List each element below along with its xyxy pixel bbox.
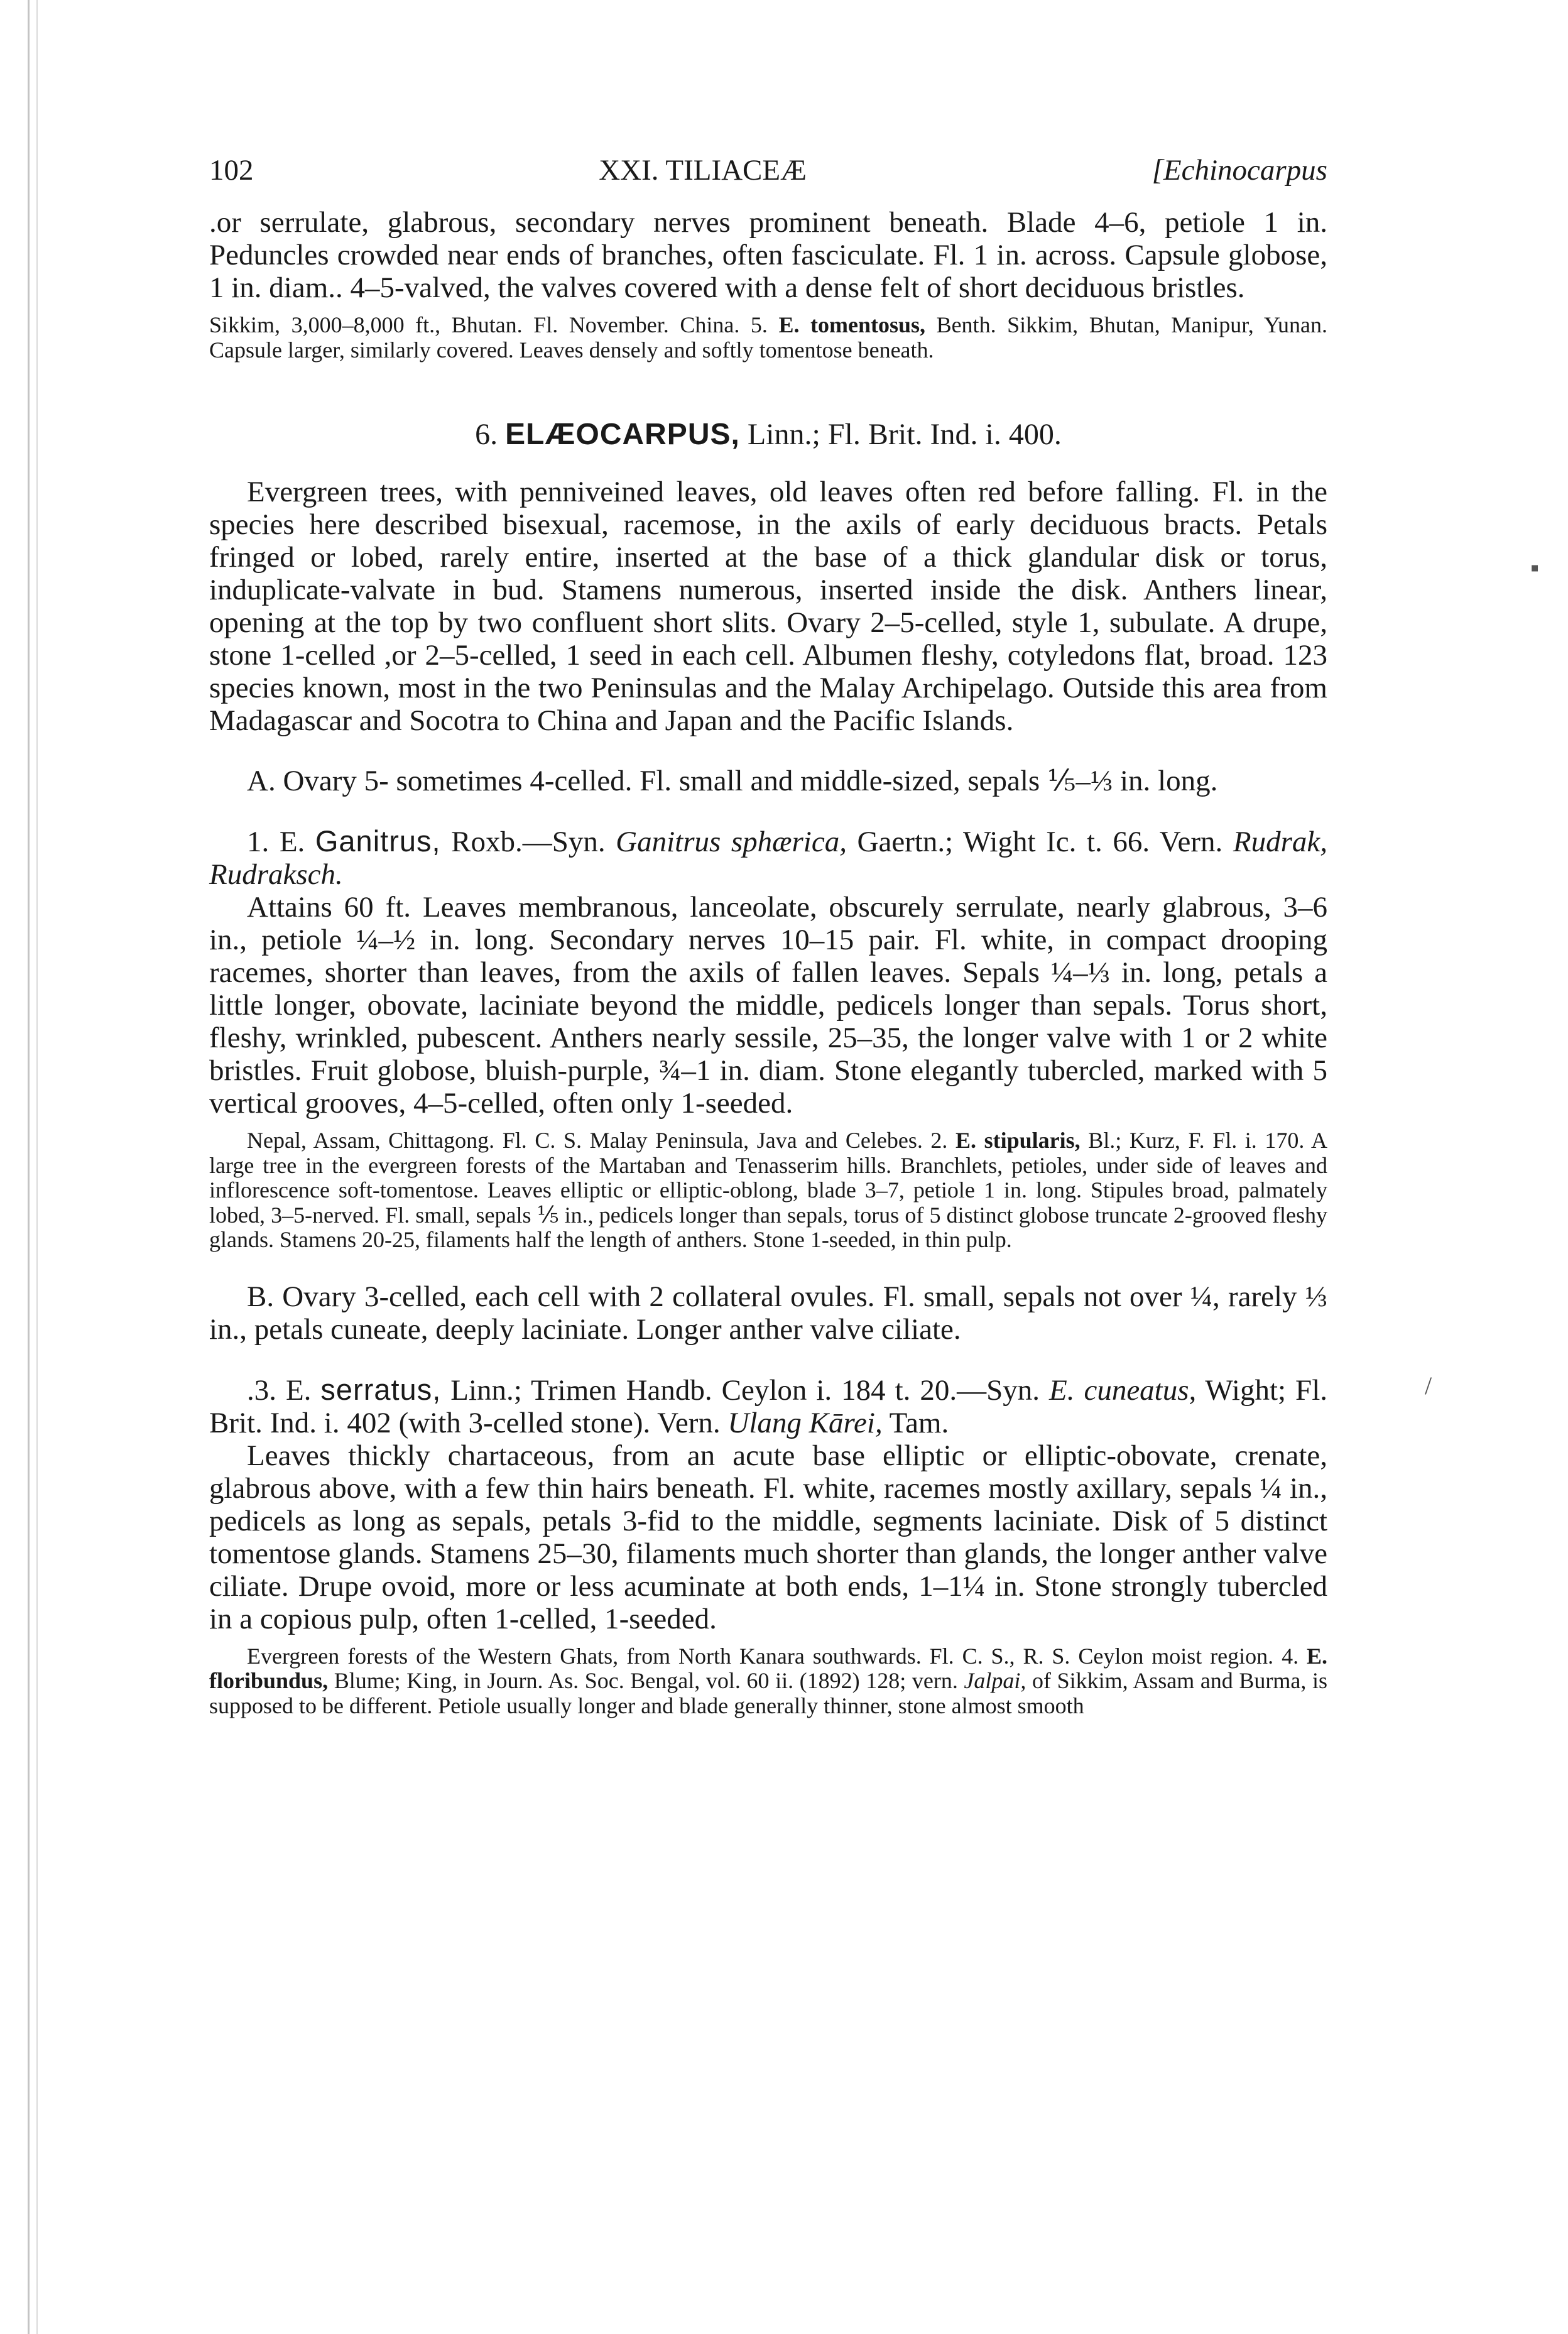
vernacular-names: Ulang Kārei,: [727, 1406, 883, 1439]
key-section-a: A. Ovary 5- sometimes 4-celled. Fl. small and middle-sized, sepals ⅕–⅓ in. long.: [247, 765, 1218, 797]
species-1-note: [209, 1128, 1327, 1253]
scan-binding-line: [28, 0, 30, 2334]
genus-name: ELÆOCARPUS,: [505, 418, 740, 451]
synonymy: Wight; Fl. Brit. Ind. i. 402 (with 3-celled stone). Vern.: [209, 1373, 1327, 1439]
species-number: .3. E.: [247, 1373, 312, 1407]
synonym-name: E. cuneatus,: [1049, 1373, 1197, 1407]
page-number: 102: [209, 154, 254, 187]
synonym-name: Ganitrus sphærica,: [616, 826, 847, 858]
genus-heading: [209, 417, 1327, 453]
synonymy: Roxb.—Syn.: [440, 826, 616, 858]
scan-binding-line-inner: [36, 0, 38, 2334]
margin-mark-upper: ▪: [1530, 554, 1540, 582]
species-3-note: [209, 1644, 1327, 1719]
vernacular-name: Jalpai,: [964, 1668, 1026, 1693]
vernacular-language: Tam.: [882, 1406, 949, 1439]
species-name-tomentosus: E. tomentosus,: [778, 312, 926, 337]
synonymy: Linn.; Trimen Handb. Ceylon i. 184 t. 20.—Syn.: [441, 1373, 1050, 1407]
note-text: Blume; King, in Journ. As. Soc. Bengal, vol. 60 ii. (1892) 128; vern.: [328, 1668, 964, 1693]
note-text: Nepal, Assam, Chittagong. Fl. C. S. Malay Peninsula, Java and Celebes. 2.: [247, 1128, 956, 1153]
page-content: [209, 153, 1327, 1718]
note-text: Sikkim, 3,000–8,000 ft., Bhutan. Fl. November. China. 5.: [209, 312, 779, 337]
species-name: serratus,: [320, 1372, 442, 1406]
note-text: Evergreen forests of the Western Ghats, from North Kanara southwards. Fl. C. S., R. S. Ceylon moist region. 4.: [247, 1643, 1307, 1669]
species-1-heading: [209, 825, 1327, 891]
echinocarpus-continuation: .or serrulate, glabrous, secondary nerves prominent beneath. Blade 4–6, petiole 1 in. Peduncles crowded near ends of branches, often fasciculate. Fl. 1 in. across. Capsule globose, 1 in. diam.. 4–5-valved, the valves covered with a dense felt of short deciduous bristles.: [209, 206, 1327, 304]
synonymy: Gaertn.; Wight Ic. t. 66. Vern.: [846, 826, 1233, 858]
genus-authority: Linn.; Fl. Brit. Ind. i. 400.: [747, 418, 1062, 451]
species-3-description: Leaves thickly chartaceous, from an acute base elliptic or elliptic-obovate, crenate, glabrous above, with a few thin hairs beneath. Fl. white, racemes mostly axillary, sepals ¼ in., pedicels as long as sepals, petals 3-fid to the middle, segments laciniate. Disk of 5 distinct tomentose glands. Stamens 25–30, filaments much shorter than glands, the longer anther valve ciliate. Drupe ovoid, more or less acuminate at both ends, 1–1¼ in. Stone strongly tubercled in a copious pulp, often 1-celled, 1-seeded.: [209, 1439, 1327, 1635]
margin-mark-lower: /: [1425, 1371, 1432, 1400]
species-name: Ganitrus,: [315, 824, 441, 858]
family-title: XXI. TILIACEÆ: [599, 154, 807, 187]
species-1-description: Attains 60 ft. Leaves membranous, lanceolate, obscurely serrulate, nearly glabrous, 3–6 in., petiole ¼–½ in. long. Secondary nerves 10–15 pair. Fl. white, in compact drooping racemes, shorter than leaves, from the axils of fallen leaves. Sepals ¼–⅓ in. long, petals a little longer, obovate, laciniate beyond the middle, pedicels longer than sepals. Torus short, fleshy, wrinkled, pubescent. Anthers nearly sessile, 25–35, the longer valve with 1 or 2 white bristles. Fruit globose, bluish-purple, ¾–1 in. diam. Stone elegantly tubercled, marked with 5 vertical grooves, 4–5-celled, often only 1-seeded.: [209, 891, 1327, 1120]
species-name-floribundus: E. floribundus,: [209, 1643, 1327, 1693]
species-name-stipularis: E. stipularis,: [956, 1128, 1081, 1153]
running-header: [209, 153, 1327, 187]
species-3-heading: [209, 1373, 1327, 1439]
note-text: Bl.; Kurz, F. Fl. i. 170. A large tree in the evergreen forests of the Martaban and Tenasserim hills. Branchlets, petioles, under side of leaves and inflorescence soft-tomentose. Leaves elliptic or elliptic-oblong, blade 3–7, petiole 1 in. long. Stipules broad, palmately lobed, 3–5-nerved. Fl. small, sepals ⅕ in., pedicels longer than sepals, torus of 5 distinct globose truncate 2-grooved fleshy glands. Stamens 20-25, filaments half the length of anthers. Stone 1-seeded, in thin pulp.: [209, 1128, 1328, 1252]
genus-number: 6.: [475, 418, 498, 451]
echinocarpus-note: [209, 313, 1327, 363]
species-number: 1. E.: [247, 826, 305, 858]
genus-description: Evergreen trees, with penniveined leaves, old leaves often red before falling. Fl. in the species here described bisexual, racemose, in the axils of early deciduous bracts. Petals fringed or lobed, rarely entire, inserted at the base of a thick glandular disk or torus, induplicate-valvate in bud. Stamens numerous, inserted inside the disk. Anthers linear, opening at the top by two confluent short slits. Ovary 2–5-celled, style 1, subulate. A drupe, stone 1-celled ,or 2–5-celled, 1 seed in each cell. Albumen fleshy, cotyledons flat, broad. 123 species known, most in the two Peninsulas and the Malay Archipelago. Outside this area from Madagascar and Socotra to China and Japan and the Pacific Islands.: [209, 476, 1327, 737]
key-section-b: B. Ovary 3-celled, each cell with 2 collateral ovules. Fl. small, sepals not over ¼, rarely ⅓ in., petals cuneate, deeply laciniate. Longer anther valve ciliate.: [209, 1280, 1327, 1346]
running-genus: [Echinocarpus: [1152, 154, 1327, 187]
vernacular-names: Rudrak, Rudraksch.: [209, 826, 1327, 891]
note-text: of Sikkim, Assam and Burma, is supposed to be different. Petiole usually longer and blade generally thinner, stone almost smooth: [209, 1668, 1327, 1718]
note-text: Benth. Sikkim, Bhutan, Manipur, Yunan. Capsule larger, similarly covered. Leaves densely and softly tomentose beneath.: [209, 312, 1327, 363]
